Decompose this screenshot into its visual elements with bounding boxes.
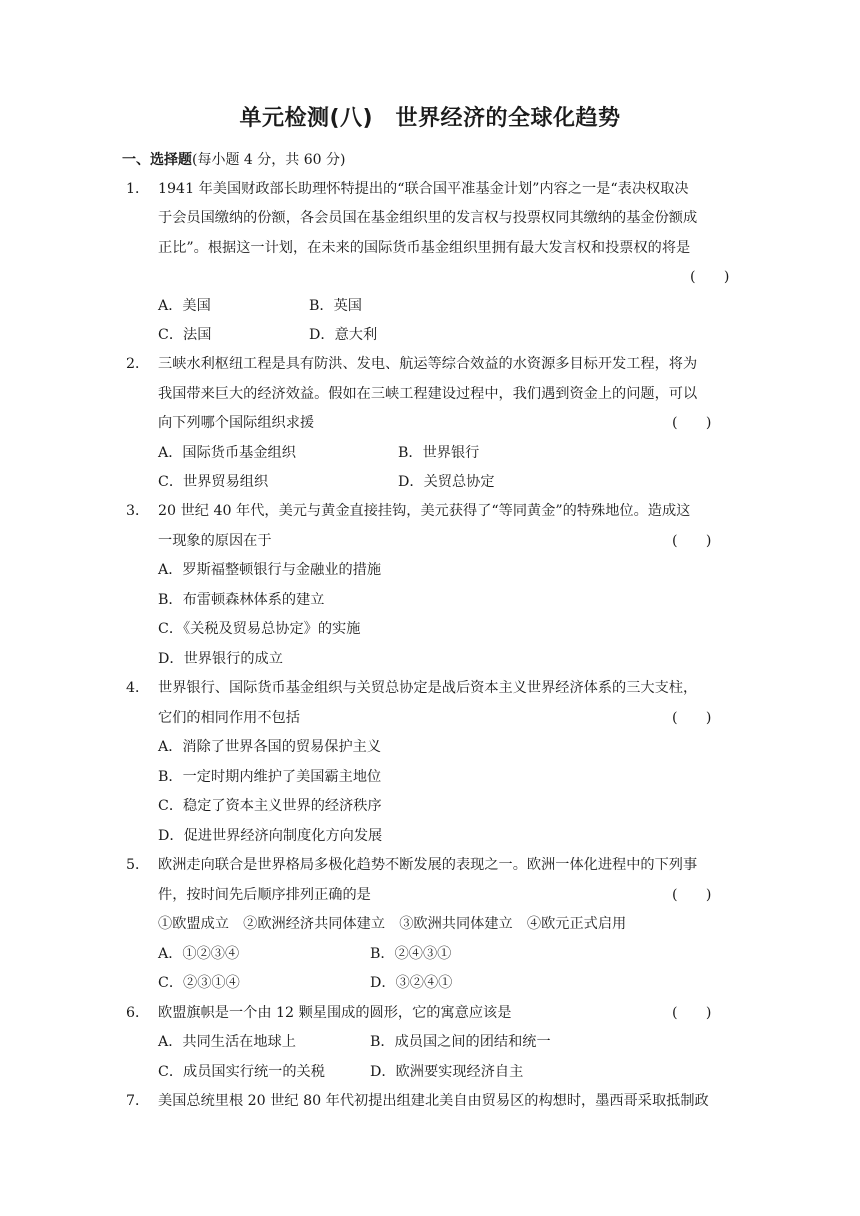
section-heading [122, 149, 345, 169]
option-d: D．世界银行的成立 [158, 651, 283, 667]
option-d: D．欧洲要实现经济自主 [370, 1064, 524, 1080]
question-text-line: 20 世纪 40 年代，美元与黄金直接挂钩，美元获得了“等同黄金”的特殊地位。造成这 [158, 503, 691, 519]
option-d: D．促进世界经济向制度化方向发展 [158, 828, 383, 844]
option-b: B．布雷顿森林体系的建立 [158, 592, 325, 608]
option-a: A．①②③④ [158, 946, 240, 962]
option-d: D．关贸总协定 [398, 474, 495, 490]
option-a: A．罗斯福整顿银行与金融业的措施 [158, 562, 382, 578]
question-number: 2． [126, 356, 150, 372]
question-text-line: 它们的相同作用不包括 [158, 710, 300, 726]
answer-blank: ( ) [672, 710, 712, 726]
event-list: ①欧盟成立 ②欧洲经济共同体建立 ③欧洲共同体建立 ④欧元正式启用 [158, 916, 627, 932]
option-b: B．②④③① [370, 946, 452, 962]
answer-blank: ( ) [672, 415, 712, 431]
option-a: A．消除了世界各国的贸易保护主义 [158, 739, 382, 755]
option-b: B．世界银行 [398, 445, 480, 461]
option-c: C．法国 [158, 327, 212, 343]
option-c: C．成员国实行统一的关税 [158, 1064, 325, 1080]
option-d: D．意大利 [309, 327, 378, 343]
section-note: (每小题 4 分，共 60 分) [192, 152, 346, 168]
question-text-line: 正比”。根据这一计划，在未来的国际货币基金组织里拥有最大发言权和投票权的将是 [158, 240, 691, 256]
answer-blank: ( ) [690, 269, 730, 285]
question-text-line: 欧洲走向联合是世界格局多极化趋势不断发展的表现之一。欧洲一体化进程中的下列事 [158, 857, 698, 873]
option-a: A．美国 [158, 298, 211, 314]
option-c: C．《关税及贸易总协定》的实施 [158, 621, 361, 637]
question-text-line: 向下列哪个国际组织求援 [158, 415, 315, 431]
answer-blank: ( ) [672, 1005, 712, 1021]
option-b: B．英国 [309, 298, 362, 314]
question-text-line: 于会员国缴纳的份额，各会员国在基金组织里的发言权与投票权同其缴纳的基金份额成 [158, 210, 698, 226]
option-c: C．②③①④ [158, 975, 240, 991]
question-text-line: 一现象的原因在于 [158, 533, 272, 549]
answer-blank: ( ) [672, 533, 712, 549]
question-text-line: 美国总统里根 20 世纪 80 年代初提出组建北美自由贸易区的构想时，墨西哥采取抵制政 [158, 1093, 709, 1109]
question-number: 7． [126, 1093, 150, 1109]
option-a: A．国际货币基金组织 [158, 445, 296, 461]
option-c: C．稳定了资本主义世界的经济秩序 [158, 798, 382, 814]
option-b: B．成员国之间的团结和统一 [370, 1034, 551, 1050]
question-number: 4． [126, 680, 150, 696]
question-number: 5． [126, 857, 150, 873]
option-a: A．共同生活在地球上 [158, 1034, 296, 1050]
question-number: 1． [126, 181, 150, 197]
question-text-line: 世界银行、国际货币基金组织与关贸总协定是战后资本主义世界经济体系的三大支柱， [158, 680, 698, 696]
question-text-line: 三峡水利枢纽工程是具有防洪、发电、航运等综合效益的水资源多目标开发工程，将为 [158, 356, 698, 372]
question-text-line: 件，按时间先后顺序排列正确的是 [158, 887, 371, 903]
question-text-line: 欧盟旗帜是一个由 12 颗星围成的圆形，它的寓意应该是 [158, 1005, 512, 1021]
option-d: D．③②④① [370, 975, 453, 991]
answer-blank: ( ) [672, 887, 712, 903]
question-text-line: 1941 年美国财政部长助理怀特提出的“联合国平准基金计划”内容之一是“表决权取决 [158, 181, 689, 197]
question-number: 3． [126, 503, 150, 519]
option-c: C．世界贸易组织 [158, 474, 269, 490]
question-number: 6． [126, 1005, 150, 1021]
section-label: 一、选择题 [122, 152, 192, 168]
option-b: B．一定时期内维护了美国霸主地位 [158, 769, 382, 785]
page-title: 单元检测(八) 世界经济的全球化趋势 [239, 106, 621, 131]
question-text-line: 我国带来巨大的经济效益。假如在三峡工程建设过程中，我们遇到资金上的问题，可以 [158, 386, 698, 402]
